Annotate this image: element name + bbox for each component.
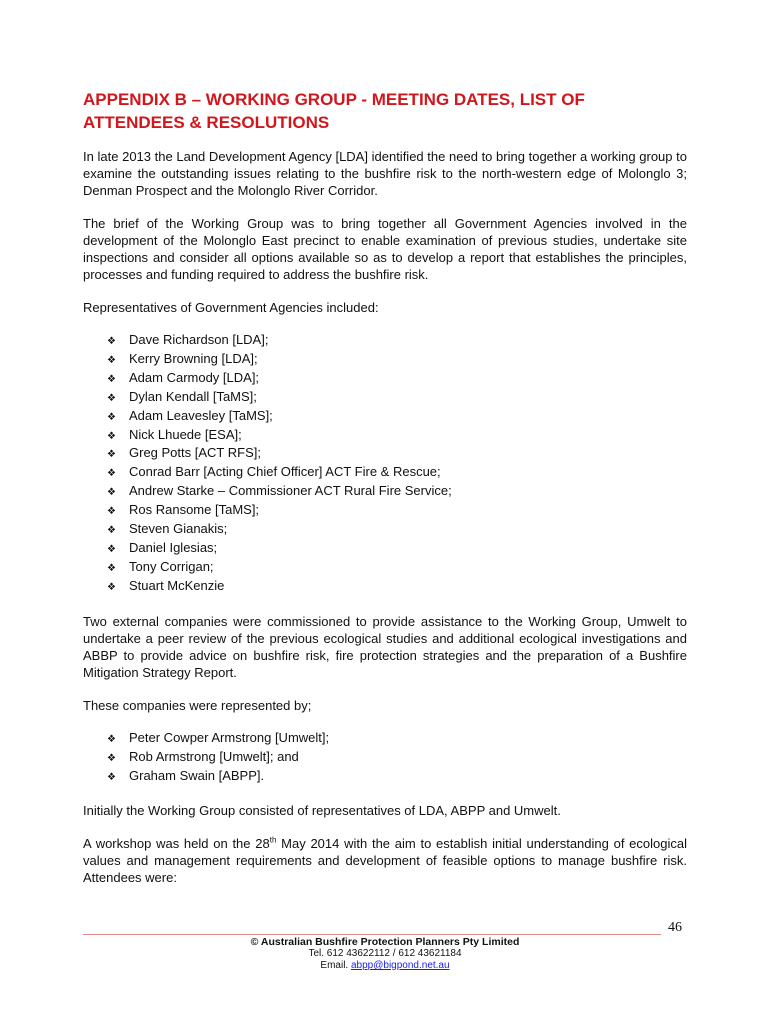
list-item-text: Adam Leavesley [TaMS]; xyxy=(129,407,273,423)
list-item xyxy=(107,502,687,521)
list-item xyxy=(107,351,687,370)
list-item xyxy=(107,427,687,446)
list-item-text: Daniel Iglesias; xyxy=(129,539,218,555)
diamond-bullet-icon: ❖ xyxy=(107,525,116,537)
footer-telephone: Tel. 612 43622112 / 612 43621184 xyxy=(308,948,462,959)
list-item xyxy=(107,521,687,540)
ordinal-suffix: th xyxy=(269,836,277,846)
list-item xyxy=(107,389,687,408)
list-item xyxy=(107,332,687,351)
list-item-text: Stuart McKenzie xyxy=(129,577,225,593)
workshop-text-end: May 2014 with the aim to establish initial understanding of ecological values and management requirements and development of feasible options to manage bushfire risk. Attendees were: xyxy=(83,836,687,886)
diamond-bullet-icon: ❖ xyxy=(107,336,116,347)
list-item-text: Conrad Barr [Acting Chief Officer] ACT Fire & Rescue; xyxy=(129,464,441,480)
diamond-bullet-icon: ❖ xyxy=(107,771,116,783)
diamond-bullet-icon: ❖ xyxy=(107,430,116,442)
list-item-text: Adam Carmody [LDA]; xyxy=(129,369,260,385)
diamond-bullet-icon: ❖ xyxy=(107,392,116,404)
paragraph-brief: The brief of the Working Group was to bring together all Government Agencies involved in the development of the Molonglo East precinct to enable examination of previous studies, undertake site inspections and consider all options available so as to develop a report that establishes the principles, processes and funding required to address the bushfire risk. xyxy=(83,216,687,282)
list-item-text: Steven Gianakis; xyxy=(129,521,228,537)
paragraph-representatives-intro: Representatives of Government Agencies included: xyxy=(83,300,379,315)
footer-copyright: © Australian Bushfire Protection Planners Pty Limited xyxy=(250,936,520,948)
page-content xyxy=(83,88,687,902)
footer-divider xyxy=(83,934,661,935)
paragraph-intro: In late 2013 the Land Development Agency [LDA] identified the need to bring together a working group to examine the outstanding issues relating to the bushfire risk to the north-western edge of Molonglo 3; Denman Prospect and the Molonglo River Corridor. xyxy=(83,149,687,198)
list-item-text: Dave Richardson [LDA]; xyxy=(129,332,269,347)
diamond-bullet-icon: ❖ xyxy=(107,373,116,385)
paragraph-external-companies: Two external companies were commissioned to provide assistance to the Working Group, Umwelt to undertake a peer review of the previous ecological studies and additional ecological investigations and ABBP to provide advice on bushfire risk, fire protection strategies and the preparation of a Bushfire Mitigation Strategy Report. xyxy=(83,613,687,680)
list-item xyxy=(107,464,687,483)
diamond-bullet-icon: ❖ xyxy=(107,411,116,423)
list-item xyxy=(107,445,687,464)
footer-email-label: Email. xyxy=(320,960,351,971)
diamond-bullet-icon: ❖ xyxy=(107,449,116,461)
list-item-text: Graham Swain [ABPP]. xyxy=(129,767,265,783)
page-footer xyxy=(83,936,687,972)
heading-line-2: ATTENDEES & RESOLUTIONS xyxy=(83,113,330,132)
list-item xyxy=(107,370,687,389)
list-item-text: Greg Potts [ACT RFS]; xyxy=(129,445,261,461)
diamond-bullet-icon: ❖ xyxy=(107,468,116,480)
appendix-heading xyxy=(83,88,687,134)
list-item xyxy=(107,768,687,787)
paragraph-workshop xyxy=(83,835,687,886)
diamond-bullet-icon: ❖ xyxy=(107,354,116,366)
list-item-text: Dylan Kendall [TaMS]; xyxy=(129,388,257,404)
list-item xyxy=(107,578,687,597)
company-representatives-list xyxy=(83,730,687,787)
list-item xyxy=(107,749,687,768)
list-item xyxy=(107,408,687,427)
list-item xyxy=(107,483,687,502)
list-item-text: Andrew Starke – Commissioner ACT Rural Fire Service; xyxy=(129,483,452,499)
diamond-bullet-icon: ❖ xyxy=(107,752,116,764)
paragraph-initial-group: Initially the Working Group consisted of representatives of LDA, ABPP and Umwelt. xyxy=(83,803,561,819)
footer-email-link[interactable]: abpp@bigpond.net.au xyxy=(350,960,450,971)
workshop-text-start: A workshop was held on the 28 xyxy=(83,836,270,852)
list-item-text: Ros Ransome [TaMS]; xyxy=(129,502,260,518)
page-number: 46 xyxy=(668,920,682,935)
paragraph-companies-intro: These companies were represented by; xyxy=(83,697,312,713)
list-item xyxy=(107,730,687,749)
diamond-bullet-icon: ❖ xyxy=(107,562,116,574)
diamond-bullet-icon: ❖ xyxy=(107,506,116,518)
list-item-text: Tony Corrigan; xyxy=(129,558,214,574)
diamond-bullet-icon: ❖ xyxy=(107,543,116,555)
list-item-text: Kerry Browning [LDA]; xyxy=(129,350,258,366)
diamond-bullet-icon: ❖ xyxy=(107,733,116,745)
heading-line-1: APPENDIX B – WORKING GROUP - MEETING DATES, LIST OF xyxy=(83,90,585,109)
footer-email-line xyxy=(83,960,687,972)
list-item-text: Peter Cowper Armstrong [Umwelt]; xyxy=(129,729,330,745)
diamond-bullet-icon: ❖ xyxy=(107,487,116,499)
list-item-text: Rob Armstrong [Umwelt]; and xyxy=(129,748,299,764)
list-item xyxy=(107,540,687,559)
diamond-bullet-icon: ❖ xyxy=(107,581,116,593)
list-item xyxy=(107,559,687,578)
agency-representatives-list xyxy=(83,332,687,597)
list-item-text: Nick Lhuede [ESA]; xyxy=(129,426,242,442)
